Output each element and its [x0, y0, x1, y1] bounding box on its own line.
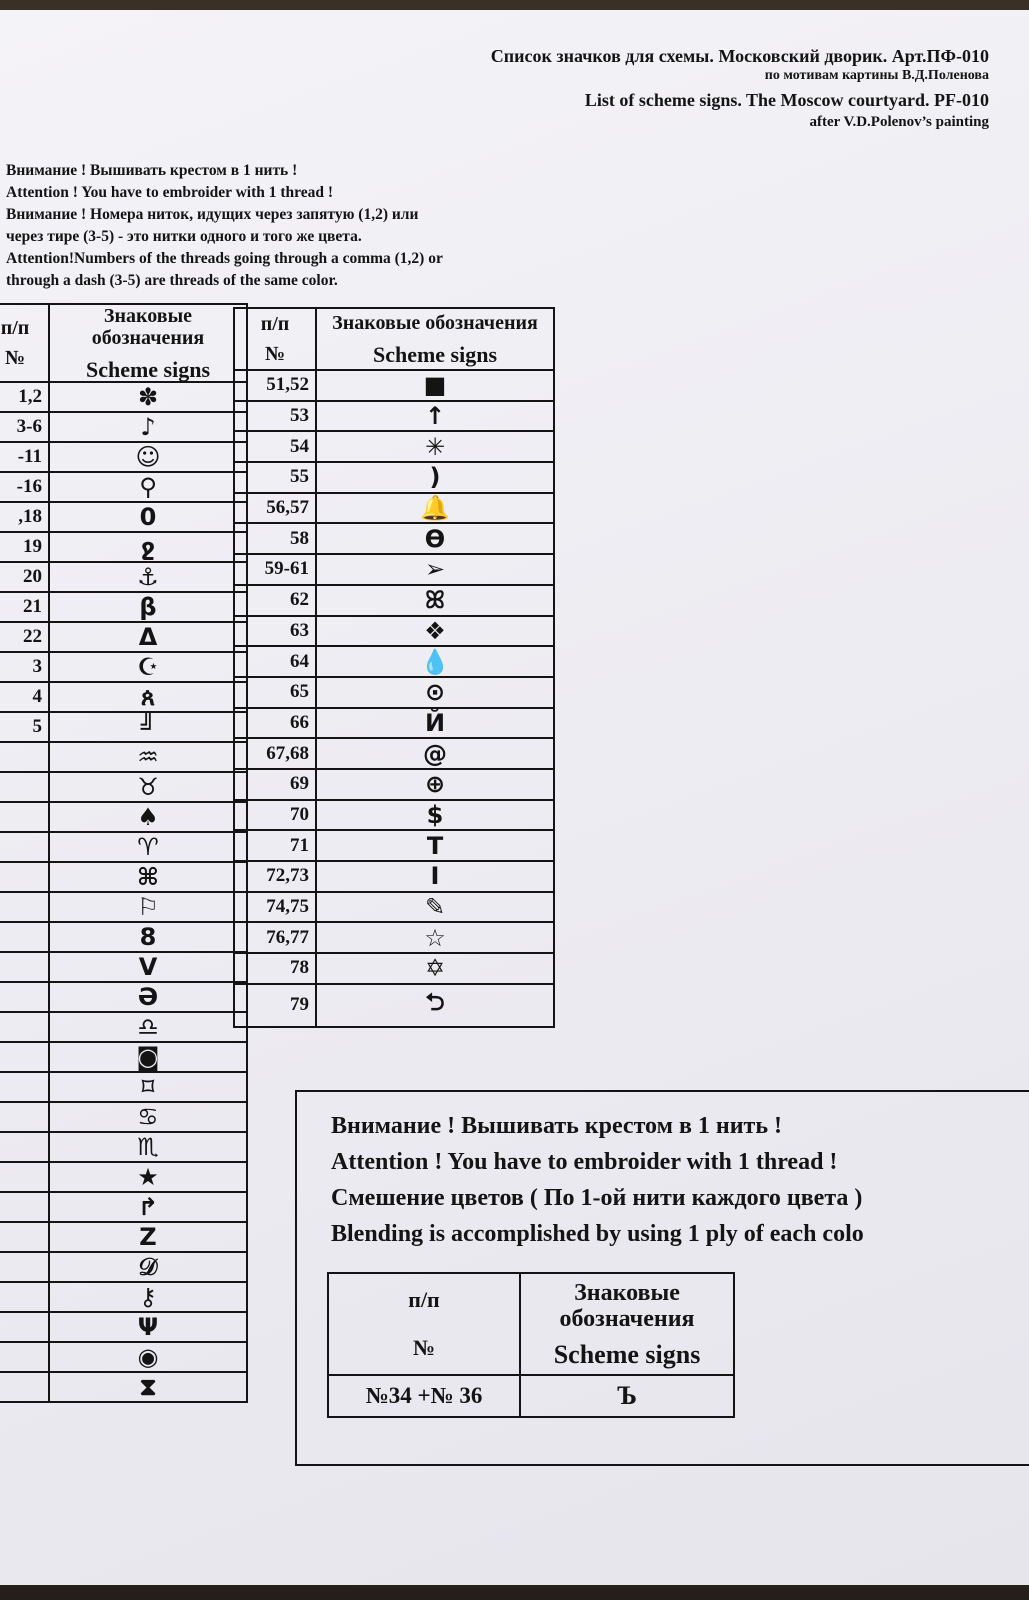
thread-number: 1,2 — [0, 382, 49, 412]
scheme-sign: ☺ — [49, 442, 247, 472]
scheme-sign: ջ — [49, 532, 247, 562]
thread-number — [0, 1102, 49, 1132]
header-signs-en: Scheme signs — [372, 342, 498, 367]
table-row — [234, 708, 554, 739]
thread-number: 3-6 — [0, 412, 49, 442]
top-edge — [0, 0, 1029, 10]
scheme-sign: ╝ — [49, 712, 247, 742]
blend-note-line: Attention ! You have to embroider with 1 thread ! — [331, 1149, 838, 1175]
thread-number: -16 — [0, 472, 49, 502]
thread-number — [0, 1042, 49, 1072]
note-line: Внимание ! Вышивать крестом в 1 нить ! — [6, 162, 298, 179]
blending-box — [295, 1090, 1029, 1466]
thread-number: 59-61 — [234, 554, 316, 585]
table-row — [0, 1012, 247, 1042]
thread-number: 64 — [234, 646, 316, 677]
table-row — [234, 892, 554, 923]
thread-number — [0, 772, 49, 802]
thread-number: 66 — [234, 708, 316, 739]
scheme-sign: ♈ — [49, 832, 247, 862]
title-en: List of scheme signs. The Moscow courtyard. PF-010 — [584, 90, 989, 110]
table-row — [234, 431, 554, 462]
note-line: Внимание ! Номера ниток, идущих через запятую (1,2) или — [6, 206, 419, 223]
scheme-sign: ϴ — [316, 523, 554, 554]
table-row — [0, 1132, 247, 1162]
number-column-header — [234, 308, 316, 370]
table-row — [0, 502, 247, 532]
scheme-sign: 💧 — [316, 646, 554, 677]
header-num-ru: п/п — [408, 1287, 440, 1312]
table-row — [0, 922, 247, 952]
note-line: через тире (3-5) - это нитки одного и того же цвета. — [6, 228, 362, 245]
scheme-sign: ❖ — [316, 616, 554, 647]
signs-column-header — [520, 1273, 734, 1375]
table-row — [0, 862, 247, 892]
scheme-sign: ✎ — [316, 892, 554, 923]
thread-number: 3 — [0, 652, 49, 682]
thread-number — [0, 1342, 49, 1372]
table-row — [0, 832, 247, 862]
attention-notes — [6, 160, 666, 292]
thread-number: 58 — [234, 523, 316, 554]
table-row — [234, 493, 554, 524]
table-row — [0, 412, 247, 442]
thread-number — [0, 832, 49, 862]
scheme-sign: ⚲ — [49, 472, 247, 502]
table-row — [234, 462, 554, 493]
thread-number: 20 — [0, 562, 49, 592]
blend-note-line: Смешение цветов ( По 1-ой нити каждого цвета ) — [331, 1185, 863, 1211]
signs-column-header — [49, 304, 247, 382]
scheme-sign: @ — [316, 738, 554, 769]
blending-table — [327, 1272, 735, 1418]
thread-number — [0, 1072, 49, 1102]
thread-number — [0, 1192, 49, 1222]
table-row — [0, 1372, 247, 1402]
header-signs-ru: Знаковые обозначения — [91, 305, 205, 349]
thread-number: 53 — [234, 401, 316, 432]
scheme-sign: ■ — [316, 370, 554, 401]
table-row — [0, 1222, 247, 1252]
thread-number: 76,77 — [234, 922, 316, 953]
header-signs-en: Scheme signs — [553, 1340, 701, 1369]
table-row — [234, 922, 554, 953]
header-signs-en: Scheme signs — [85, 357, 211, 382]
thread-number: 63 — [234, 616, 316, 647]
scheme-sign: T — [316, 830, 554, 861]
thread-number — [0, 1282, 49, 1312]
table-row — [0, 532, 247, 562]
thread-number — [0, 1012, 49, 1042]
thread-number: 72,73 — [234, 861, 316, 892]
thread-number — [0, 892, 49, 922]
thread-number — [0, 922, 49, 952]
blend-note-line: Внимание ! Вышивать крестом в 1 нить ! — [331, 1113, 783, 1139]
thread-number: 5 — [0, 712, 49, 742]
table-row — [0, 1072, 247, 1102]
scheme-sign: 8 — [49, 922, 247, 952]
thread-number: 19 — [0, 532, 49, 562]
table-row — [0, 742, 247, 772]
thread-number — [0, 742, 49, 772]
scheme-sign: β — [49, 592, 247, 622]
scheme-sign: 0 — [49, 502, 247, 532]
table-row — [0, 1312, 247, 1342]
table-row — [0, 982, 247, 1012]
table-row — [0, 1192, 247, 1222]
table-header-row — [234, 308, 554, 370]
note-line: Attention!Numbers of the threads going through a comma (1,2) or — [6, 250, 443, 267]
scheme-sign: Δ — [49, 622, 247, 652]
header-num-sign: № — [264, 343, 286, 365]
scheme-sign: ♠ — [49, 802, 247, 832]
number-column-header — [328, 1273, 520, 1375]
scheme-sign: ⌘ — [49, 862, 247, 892]
scheme-sign: ⊙ — [316, 677, 554, 708]
scheme-sign: ☆ — [316, 922, 554, 953]
scheme-sign: V — [49, 952, 247, 982]
table-row — [234, 861, 554, 892]
thread-number: 67,68 — [234, 738, 316, 769]
header-signs-ru: Знаковые обозначения — [332, 312, 538, 334]
table-row — [234, 616, 554, 647]
table-row — [0, 622, 247, 652]
number-column-header — [0, 304, 49, 382]
scheme-sign: ↑ — [316, 401, 554, 432]
table-row — [234, 585, 554, 616]
scheme-sign: ♉ — [49, 772, 247, 802]
note-line: through a dash (3-5) are threads of the same color. — [6, 272, 338, 289]
header-num-sign: № — [412, 1335, 436, 1360]
scheme-sign: ♏ — [49, 1132, 247, 1162]
thread-number — [0, 952, 49, 982]
thread-number: 21 — [0, 592, 49, 622]
thread-number — [0, 862, 49, 892]
thread-number: 70 — [234, 800, 316, 831]
scheme-sign: ✽ — [49, 382, 247, 412]
table-row — [234, 401, 554, 432]
note-line: Attention ! You have to embroider with 1 thread ! — [6, 184, 334, 201]
thread-number — [0, 1252, 49, 1282]
header-num-sign: № — [4, 347, 26, 369]
thread-number — [0, 1222, 49, 1252]
signs-column-header — [316, 308, 554, 370]
table-row — [0, 1252, 247, 1282]
scheme-sign: ◙ — [49, 1042, 247, 1072]
table-row — [0, 1162, 247, 1192]
table-row — [234, 646, 554, 677]
table-row — [0, 472, 247, 502]
scheme-sign: 🔔 — [316, 493, 554, 524]
thread-number — [0, 1162, 49, 1192]
scheme-sign: ⧗ — [49, 1372, 247, 1402]
table-row — [234, 554, 554, 585]
scheme-sign: ➢ — [316, 554, 554, 585]
table-row — [234, 800, 554, 831]
table-row — [234, 370, 554, 401]
thread-number: 56,57 — [234, 493, 316, 524]
scheme-sign: ⌑ — [49, 1072, 247, 1102]
table-row — [234, 523, 554, 554]
table-row — [0, 682, 247, 712]
table-row — [234, 953, 554, 984]
table-row — [0, 892, 247, 922]
blend-note-line: Blending is accomplished by using 1 ply of each colo — [331, 1221, 864, 1247]
table-row — [234, 677, 554, 708]
table-row — [0, 592, 247, 622]
scheme-sign: Z — [49, 1222, 247, 1252]
table-header-row — [0, 304, 247, 382]
thread-number: 79 — [234, 984, 316, 1027]
scheme-sign: $ — [316, 800, 554, 831]
subtitle-en: after V.D.Polenov’s painting — [809, 114, 989, 130]
thread-number: 54 — [234, 431, 316, 462]
table-row — [234, 769, 554, 800]
bottom-edge — [0, 1585, 1029, 1600]
table-row — [0, 652, 247, 682]
thread-number: 78 — [234, 953, 316, 984]
thread-number: 71 — [234, 830, 316, 861]
table-row — [0, 952, 247, 982]
scheme-sign: ⚐ — [49, 892, 247, 922]
scheme-sign: Ъ — [520, 1375, 734, 1417]
thread-number: №34 +№ 36 — [328, 1375, 520, 1417]
table-row — [0, 1102, 247, 1132]
table-row — [234, 830, 554, 861]
thread-number: -11 — [0, 442, 49, 472]
table-row — [0, 442, 247, 472]
thread-number: 74,75 — [234, 892, 316, 923]
thread-number: 4 — [0, 682, 49, 712]
table-row — [0, 1042, 247, 1072]
scheme-sign: ጰ — [49, 682, 247, 712]
table-row — [0, 562, 247, 592]
scheme-sign: ♋ — [49, 1102, 247, 1132]
scheme-sign: Ә — [49, 982, 247, 1012]
thread-number: 22 — [0, 622, 49, 652]
thread-number — [0, 802, 49, 832]
scheme-sign: ⊕ — [316, 769, 554, 800]
scheme-sign: Й — [316, 708, 554, 739]
table-row — [0, 1342, 247, 1372]
table-row — [0, 802, 247, 832]
scheme-sign: ↱ — [49, 1192, 247, 1222]
thread-number: 62 — [234, 585, 316, 616]
table-row — [0, 382, 247, 412]
scheme-sign: ⚷ — [49, 1282, 247, 1312]
table-row — [234, 738, 554, 769]
scheme-sign: ⚓ — [49, 562, 247, 592]
scheme-sign: ) — [316, 462, 554, 493]
document-page — [0, 10, 1029, 1585]
scheme-sign: Ⅰ — [316, 861, 554, 892]
thread-number — [0, 982, 49, 1012]
scheme-sign: ◉ — [49, 1342, 247, 1372]
scheme-sign: Ψ — [49, 1312, 247, 1342]
thread-number: 51,52 — [234, 370, 316, 401]
scheme-sign: ✳ — [316, 431, 554, 462]
thread-number: 69 — [234, 769, 316, 800]
scheme-sign: ☪ — [49, 652, 247, 682]
thread-number: 55 — [234, 462, 316, 493]
header-signs-ru: Знаковые обозначения — [559, 1280, 695, 1332]
scheme-sign: ⮌ — [316, 984, 554, 1027]
scheme-sign: ♒ — [49, 742, 247, 772]
header-num-ru: п/п — [260, 313, 290, 335]
thread-number: 65 — [234, 677, 316, 708]
table-row — [328, 1375, 734, 1417]
scheme-sign: ★ — [49, 1162, 247, 1192]
header-num-ru: п/п — [0, 317, 30, 339]
scheme-sign: ♪ — [49, 412, 247, 442]
thread-number: ,18 — [0, 502, 49, 532]
scheme-sign: 𝒟 — [49, 1252, 247, 1282]
title-ru: Список значков для схемы. Московский дворик. Арт.ПФ-010 — [490, 46, 989, 66]
legend-table-left — [0, 303, 248, 1403]
legend-table-right — [233, 307, 555, 1028]
subtitle-ru: по мотивам картины В.Д.Поленова — [764, 68, 989, 83]
table-row — [0, 1282, 247, 1312]
thread-number — [0, 1372, 49, 1402]
table-row — [0, 772, 247, 802]
scheme-sign: ✡ — [316, 953, 554, 984]
thread-number — [0, 1312, 49, 1342]
scheme-sign: ꕤ — [316, 585, 554, 616]
scheme-sign: ♎ — [49, 1012, 247, 1042]
table-header-row — [328, 1273, 734, 1375]
table-row — [0, 712, 247, 742]
table-row — [234, 984, 554, 1027]
thread-number — [0, 1132, 49, 1162]
